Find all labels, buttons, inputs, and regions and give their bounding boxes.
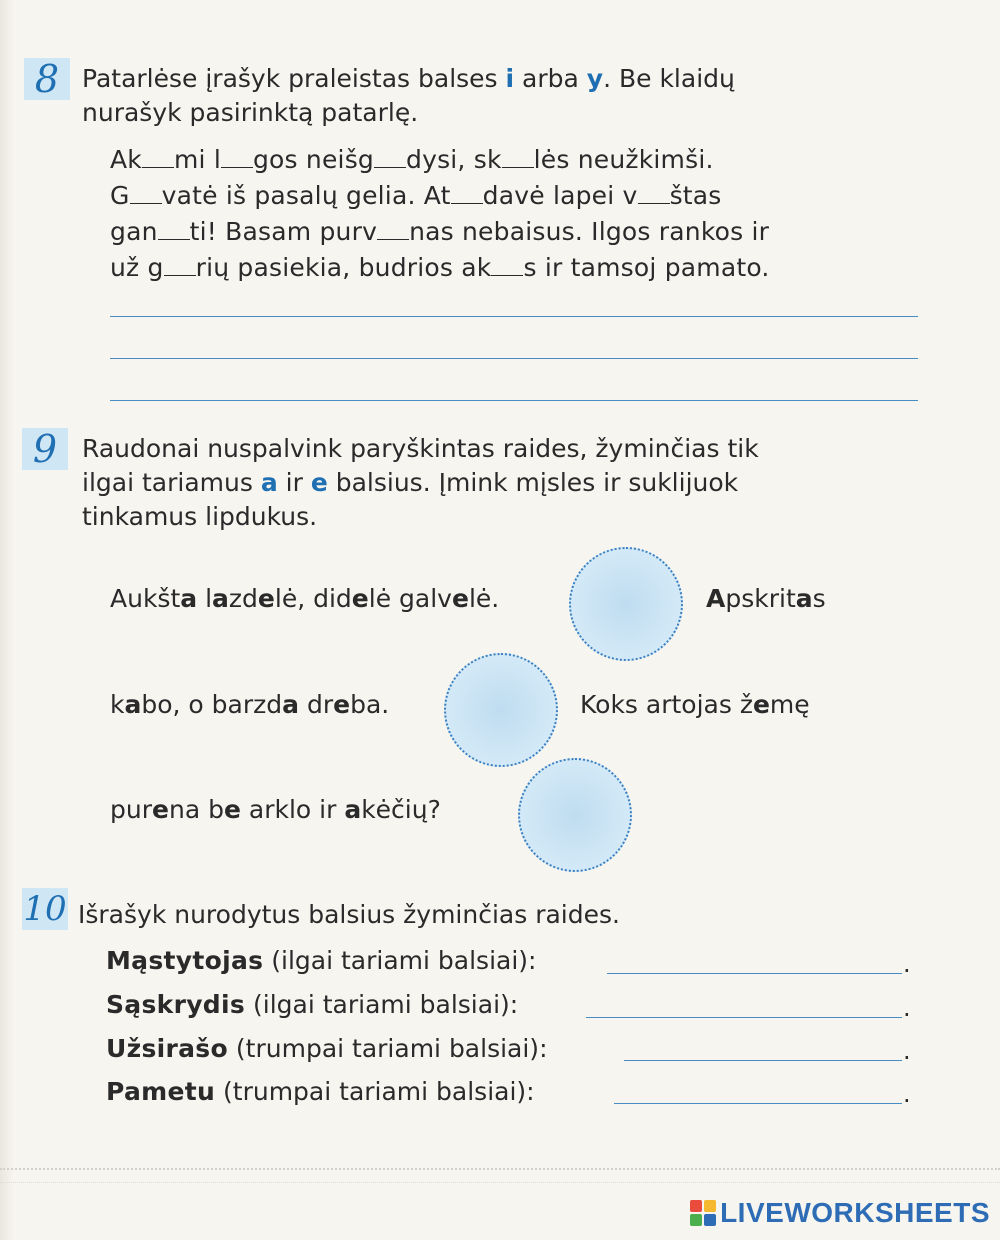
task-10-item-2: Sąskrydis (ilgai tariami balsiai): (106, 990, 519, 1019)
task-10-number-badge: 10 (23, 889, 67, 929)
gap-input[interactable] (377, 217, 409, 240)
logo-text: LIVEWORKSHEETS (720, 1197, 990, 1228)
liveworksheets-logo (690, 1196, 990, 1230)
sticker-drop-target-1[interactable] (569, 547, 683, 661)
footer-divider (0, 1182, 1000, 1183)
gap-input[interactable] (451, 181, 483, 204)
task-8-title: Patarlėse įrašyk praleistas balses i arba y. Be klaidų nurašyk pasirinktą patarlę. (82, 64, 735, 127)
riddle-line-5: purena be arklo ir akėčių? (110, 795, 441, 824)
riddle-line-3: kabo, o barzda dreba. (110, 690, 390, 719)
end-dot: . (903, 994, 911, 1022)
gap-input[interactable] (491, 253, 523, 276)
task-10-answer-3[interactable] (624, 1060, 902, 1061)
gap-input[interactable] (221, 145, 253, 168)
gap-input[interactable] (638, 181, 670, 204)
footer-divider (0, 1168, 1000, 1170)
riddle-line-1: Aukšta lazdelė, didelė galvelė. (110, 584, 500, 613)
sticker-drop-target-2[interactable] (444, 653, 558, 767)
task-9-number-badge: 9 (22, 428, 68, 470)
end-dot: . (903, 950, 911, 978)
proverb-row-2: G vatė iš pasalų gelia. At davė lapei v štas (110, 181, 722, 210)
proverb-row-4: už g rių pasiekia, budrios ak s ir tamsoj pamato. (110, 253, 770, 282)
task-10-item-1: Mąstytojas (ilgai tariami balsiai): (106, 946, 537, 975)
task-9-title: Raudonai nuspalvink paryškintas raides, žyminčias tik ilgai tariamus a ir e balsius. Įmink mįsles ir suklijuok tinkamus lipdukus. (82, 434, 759, 531)
task-10-title: Išrašyk nurodytus balsius žyminčias raides. (78, 900, 620, 929)
gap-input[interactable] (502, 145, 534, 168)
task-8-number-badge: 8 (24, 58, 70, 100)
riddle-line-4: Koks artojas žemę (580, 690, 810, 719)
gap-input[interactable] (374, 145, 406, 168)
riddle-line-2: Apskritas (706, 584, 826, 613)
gap-input[interactable] (142, 145, 174, 168)
task-10-item-3: Užsirašo (trumpai tariami balsiai): (106, 1034, 548, 1063)
liveworksheets-icon (690, 1200, 716, 1226)
end-dot: . (903, 1037, 911, 1065)
gap-input[interactable] (158, 217, 190, 240)
task-8-proverbs (110, 142, 770, 286)
end-dot: . (903, 1080, 911, 1108)
task-10-item-4: Pametu (trumpai tariami balsiai): (106, 1077, 535, 1106)
answer-line-2[interactable] (110, 358, 918, 359)
answer-line-3[interactable] (110, 400, 918, 401)
task-10-answer-4[interactable] (614, 1103, 902, 1104)
gap-input[interactable] (164, 253, 196, 276)
answer-line-1[interactable] (110, 316, 918, 317)
proverb-row-1: Ak mi l gos neišg dysi, sk lės neužkimši. (110, 145, 714, 174)
sticker-drop-target-3[interactable] (518, 758, 632, 872)
gap-input[interactable] (130, 181, 162, 204)
task-10-answer-1[interactable] (607, 973, 902, 974)
task-10-answer-2[interactable] (586, 1017, 902, 1018)
page-edge (0, 0, 14, 1240)
proverb-row-3: gan ti! Basam purv nas nebaisus. Ilgos rankos ir (110, 217, 770, 246)
